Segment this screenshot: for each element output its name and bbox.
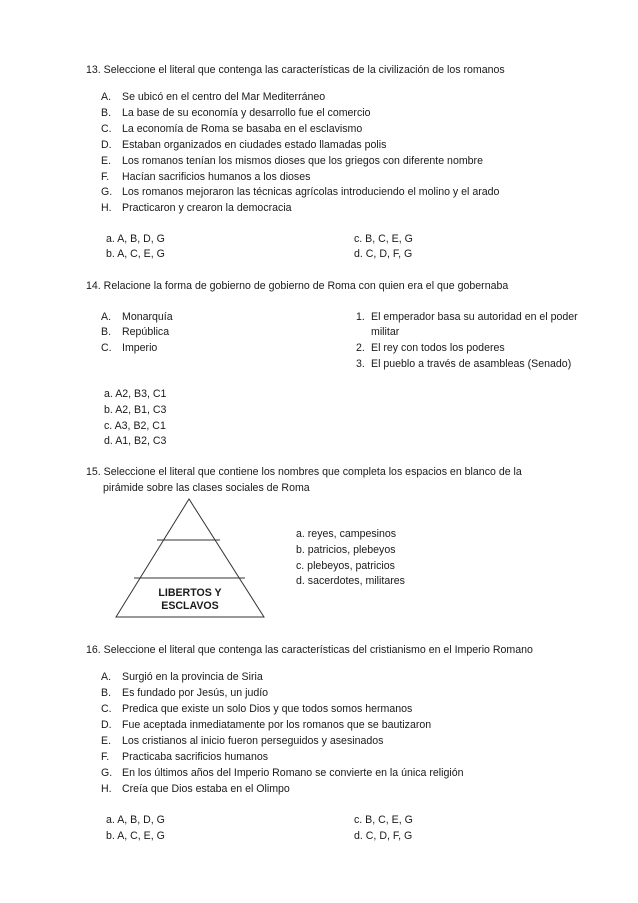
q16-item-g: G. En los últimos años del Imperio Romano se convierte en la única religión [101,767,464,779]
q13-answer-a[interactable]: a. A, B, D, G [106,233,165,245]
q16-item-a: A. Surgió en la provincia de Siria [101,671,263,683]
q14-answer-a[interactable]: a. A2, B3, C1 [104,388,167,400]
q14-answer-d[interactable]: d. A1, B2, C3 [104,435,167,447]
q14-left-a: A. Monarquía [101,311,173,323]
q15-option-b[interactable]: b. patricios, plebeyos [296,544,396,556]
q13-item-h: H. Practicaron y crearon la democracia [101,202,292,214]
q13-item-b: B. La base de su economía y desarrollo fue el comercio [101,107,371,119]
pyramid-base-label: LIBERTOS Y ESCLAVOS [158,587,222,612]
q16-item-h: H. Creía que Dios estaba en el Olimpo [101,783,290,795]
q15-option-c[interactable]: c. plebeyos, patricios [296,560,395,572]
q13-item-f: F. Hacían sacrificios humanos a los dioses [101,171,311,183]
q14-question: 14. Relacione la forma de gobierno de gobierno de Roma con quien era el que gobernaba [86,280,509,292]
q15-question-line2: pirámide sobre las clases sociales de Roma [103,482,310,494]
q16-answer-d[interactable]: d. C, D, F, G [354,830,413,842]
q13-item-c: C. La economía de Roma se basaba en el esclavismo [101,123,363,135]
q14-left-b: B. República [101,326,170,338]
q14-right-3: 3. El pueblo a través de asambleas (Senado) [356,358,572,370]
q16-answer-b[interactable]: b. A, C, E, G [106,830,165,842]
q13-item-d: D. Estaban organizados en ciudades estado llamadas polis [101,139,387,151]
q16-question: 16. Seleccione el literal que contenga las características del cristianismo en el Imperio Romano [86,644,533,656]
q14-right-2: 2. El rey con todos los poderes [356,342,505,354]
q13-item-a: A. Se ubicó en el centro del Mar Mediterráneo [101,91,326,103]
q16-item-c: C. Predica que existe un solo Dios y que todos somos hermanos [101,703,413,715]
q16-item-d: D. Fue aceptada inmediatamente por los romanos que se bautizaron [101,719,432,731]
q14-answer-b[interactable]: b. A2, B1, C3 [104,404,167,416]
q13-item-e: E. Los romanos tenían los mismos dioses que los griegos con diferente nombre [101,155,483,167]
q13-answer-d[interactable]: d. C, D, F, G [354,248,413,260]
q16-answer-c[interactable]: c. B, C, E, G [354,814,413,826]
q16-answer-a[interactable]: a. A, B, D, G [106,814,165,826]
q16-item-b: B. Es fundado por Jesús, un judío [101,687,269,699]
q13-question: 13. Seleccione el literal que contenga las características de la civilización de los romanos [86,64,505,76]
q14-left-c: C. Imperio [101,342,158,354]
q13-answer-c[interactable]: c. B, C, E, G [354,233,413,245]
q13-item-g: G. Los romanos mejoraron las técnicas agrícolas introduciendo el molino y el arado [101,186,500,198]
q15-question-line1: 15. Seleccione el literal que contiene los nombres que completa los espacios en blanco de la [86,466,522,478]
q16-item-e: E. Los cristianos al inicio fueron perseguidos y asesinados [101,735,384,747]
q14-right-1-cont: militar [371,326,400,338]
q15-option-d[interactable]: d. sacerdotes, militares [296,575,405,587]
q16-item-f: F. Practicaba sacrificios humanos [101,751,269,763]
q14-right-1: 1. El emperador basa su autoridad en el poder [356,311,578,323]
q13-answer-b[interactable]: b. A, C, E, G [106,248,165,260]
q15-option-a[interactable]: a. reyes, campesinos [296,528,397,540]
q14-answer-c[interactable]: c. A3, B2, C1 [104,420,166,432]
